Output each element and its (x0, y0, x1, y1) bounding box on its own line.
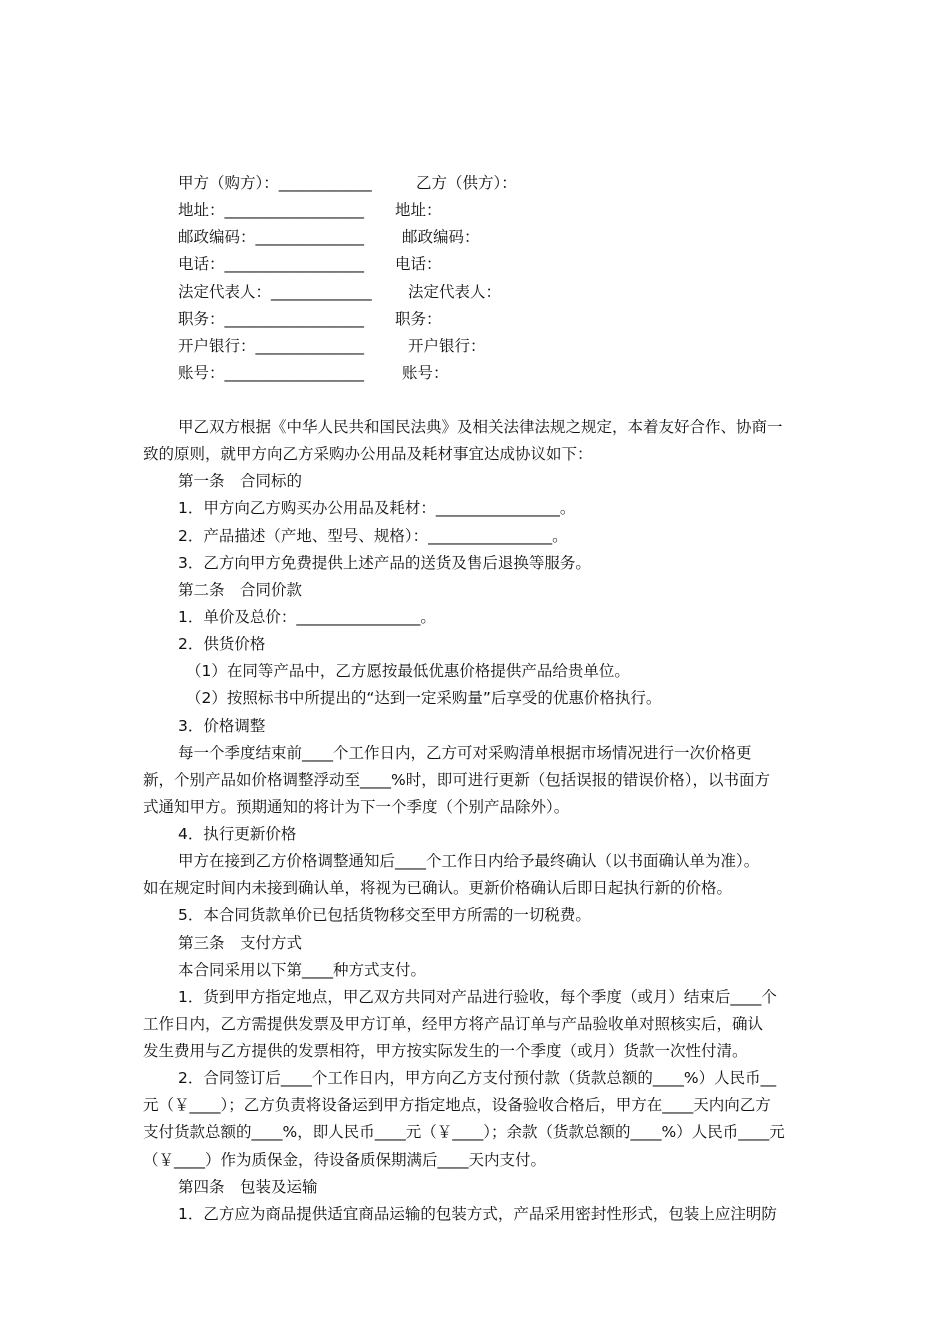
clause-line: 1．单价及总价：________________。 (178, 608, 436, 626)
preamble-line: 致的原则，就甲方向乙方采购办公用品及耗材事宜达成协议如下： (143, 445, 593, 463)
party-a-postcode: 邮政编码：______________ (178, 228, 365, 246)
article-heading: 第四条 包装及运输 (178, 1178, 318, 1196)
party-a-bank: 开户银行：______________ (178, 337, 365, 355)
clause-line: 工作日内，乙方需提供发票及甲方订单，经甲方将产品订单与产品验收单对照核实后，确认 (143, 1015, 764, 1033)
clause-line: 2．合同签订后____个工作日内，甲方向乙方支付预付款（货款总额的____%）人民币__ (178, 1069, 777, 1087)
clause-line: 1．货到甲方指定地点，甲乙双方共同对产品进行验收，每个季度（或月）结束后____个 (178, 988, 777, 1006)
clause-line: （￥____）作为质保金，待设备质保期满后____天内支付。 (143, 1151, 547, 1169)
clause-line: 2．产品描述（产地、型号、规格）：________________。 (178, 527, 568, 545)
party-b-phone: 电话： (395, 255, 442, 273)
clause-line: 发生费用与乙方提供的发票相符，甲方按实际发生的一个季度（或月）货款一次性付清。 (143, 1042, 748, 1060)
clause-line: 甲方在接到乙方价格调整通知后____个工作日内给予最终确认（以书面确认单为准）。 (178, 852, 760, 870)
clause-line: 1．乙方应为商品提供适宜商品运输的包装方式，产品采用密封性形式，包装上应注明防 (178, 1205, 777, 1223)
clause-line: 3．价格调整 (178, 717, 266, 735)
sub-clause-line: （2）按照标书中所提出的“达到一定采购量”后享受的优惠价格执行。 (186, 689, 662, 707)
clause-line: 4．执行更新价格 (178, 825, 297, 843)
party-a-account: 账号：__________________ (178, 364, 365, 382)
clause-line: 新，个别产品如价格调整浮动至____%时，即可进行更新（包括误报的错误价格），以书面方 (143, 771, 770, 789)
party-a-legal-rep: 法定代表人：_____________ (178, 283, 372, 301)
party-b-position: 职务： (395, 310, 442, 328)
party-a-phone: 电话：__________________ (178, 255, 365, 273)
party-b-bank: 开户银行： (408, 337, 486, 355)
preamble-line: 甲乙双方根据《中华人民共和国民法典》及相关法律法规之规定，本着友好合作、协商一 (178, 418, 783, 436)
party-b-legal-rep: 法定代表人： (408, 283, 502, 301)
clause-line: 支付货款总额的____%，即人民币____元（￥____）；余款（货款总额的____%）人民币____元 (143, 1123, 785, 1141)
party-b-postcode: 邮政编码： (402, 228, 480, 246)
article-heading: 第三条 支付方式 (178, 934, 303, 952)
clause-line: 本合同采用以下第____种方式支付。 (178, 961, 427, 979)
article-heading: 第二条 合同价款 (178, 581, 303, 599)
party-a-address: 地址：__________________ (178, 201, 365, 219)
clause-line: 1．甲方向乙方购买办公用品及耗材：________________。 (178, 499, 576, 517)
clause-line: 如在规定时间内未接到确认单，将视为已确认。更新价格确认后即日起执行新的价格。 (143, 879, 733, 897)
clause-line: 5．本合同货款单价已包括货物移交至甲方所需的一切税费。 (178, 906, 591, 924)
clause-line: 元（￥____）；乙方负责将设备运到甲方指定地点，设备验收合格后，甲方在____天内向乙方 (143, 1096, 771, 1114)
party-a-position: 职务：__________________ (178, 310, 365, 328)
clause-line: 2．供货价格 (178, 635, 266, 653)
party-b-name: 乙方（供方）： (416, 174, 517, 192)
party-b-address: 地址： (395, 201, 442, 219)
article-heading: 第一条 合同标的 (178, 472, 303, 490)
clause-line: 3．乙方向甲方免费提供上述产品的送货及售后退换等服务。 (178, 554, 591, 572)
sub-clause-line: （1）在同等产品中，乙方愿按最低优惠价格提供产品给贵单位。 (186, 662, 630, 680)
party-b-account: 账号： (402, 364, 449, 382)
clause-line: 式通知甲方。预期通知的将计为下一个季度（个别产品除外）。 (143, 798, 570, 816)
clause-line: 每一个季度结束前____个工作日内，乙方可对采购清单根据市场情况进行一次价格更 (178, 744, 752, 762)
party-a-name: 甲方（购方）：____________ (178, 174, 372, 192)
